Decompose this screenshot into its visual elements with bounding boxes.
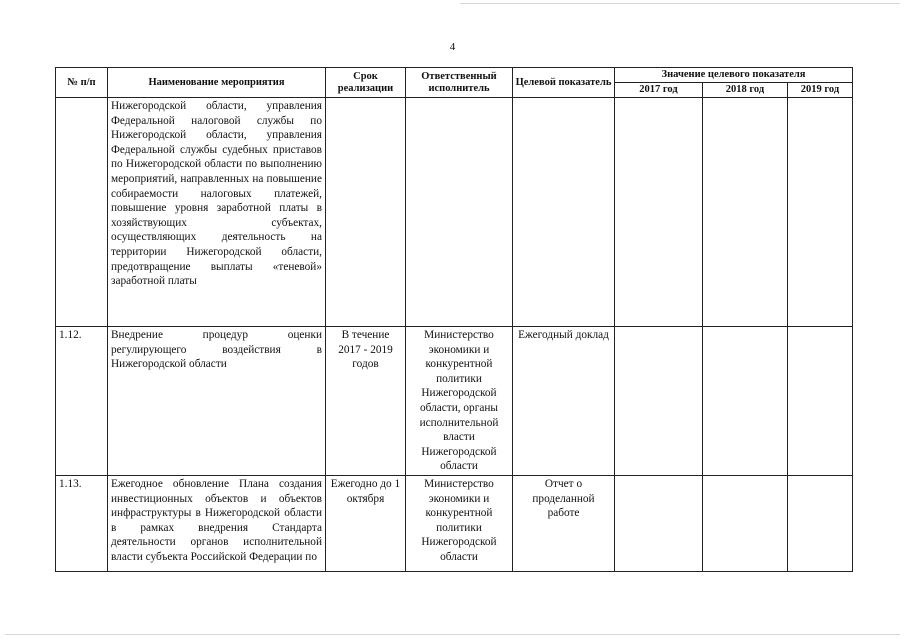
- events-table: [55, 67, 853, 572]
- table-row: [56, 98, 853, 327]
- row-term: Ежегодно до 1 октября: [326, 476, 406, 572]
- row-value-2018: [703, 327, 788, 476]
- row-num: 1.13.: [56, 476, 108, 572]
- scan-artifact-top: [460, 3, 900, 4]
- col-header-year-2018: 2018 год: [703, 83, 788, 98]
- col-header-year-2017: 2017 год: [615, 83, 703, 98]
- row-name: Внедрение процедур оценки регулирующего воздействия в Нижегородской области: [108, 327, 326, 476]
- row-responsible: Министерство экономики и конкурентной политики Нижегородской области: [406, 476, 513, 572]
- row-target: [513, 98, 615, 327]
- table-row: [56, 476, 853, 572]
- header-row: [56, 68, 853, 83]
- col-header-num: № п/п: [56, 68, 108, 98]
- row-term: В течение 2017 - 2019 годов: [326, 327, 406, 476]
- row-value-2019: [788, 476, 853, 572]
- row-value-2017: [615, 98, 703, 327]
- row-num: [56, 98, 108, 327]
- row-responsible: Министерство экономики и конкурентной политики Нижегородской области, органы исполнительной власти Нижегородской области: [406, 327, 513, 476]
- row-value-2018: [703, 98, 788, 327]
- row-target: Отчет о проделанной работе: [513, 476, 615, 572]
- row-name: Ежегодное обновление Плана создания инвестиционных объектов и объектов инфраструктуры в Нижегородской области в рамках внедрения Стандарта деятельности органов исполнительной власти субъекта Российской Федерации по: [108, 476, 326, 572]
- row-value-2017: [615, 327, 703, 476]
- page-number: 4: [449, 41, 456, 53]
- row-target: Ежегодный доклад: [513, 327, 615, 476]
- scan-artifact-bottom: [5, 634, 900, 635]
- col-header-target: Целевой показатель: [513, 68, 615, 98]
- row-num: 1.12.: [56, 327, 108, 476]
- col-header-responsible: Ответственный исполнитель: [406, 68, 513, 98]
- col-header-term: Срок реализации: [326, 68, 406, 98]
- row-value-2019: [788, 327, 853, 476]
- row-term: [326, 98, 406, 327]
- col-header-year-2019: 2019 год: [788, 83, 853, 98]
- row-value-2019: [788, 98, 853, 327]
- row-responsible: [406, 98, 513, 327]
- col-header-name: Наименование мероприятия: [108, 68, 326, 98]
- row-value-2018: [703, 476, 788, 572]
- row-name: Нижегородской области, управления Федеральной налоговой службы по Нижегородской области, управления Федеральной службы судебных приставов по Нижегородской области по выполнению мероприятий, направленных на повышение собираемости налоговых платежей, повышение уровня заработной платы в хозяйствующих субъектах, осуществляющих деятельность на территории Нижегородской области, предотвращение выплаты «теневой» заработной платы: [108, 98, 326, 327]
- col-header-value-group: Значение целевого показателя: [615, 68, 853, 83]
- table-row: [56, 327, 853, 476]
- row-value-2017: [615, 476, 703, 572]
